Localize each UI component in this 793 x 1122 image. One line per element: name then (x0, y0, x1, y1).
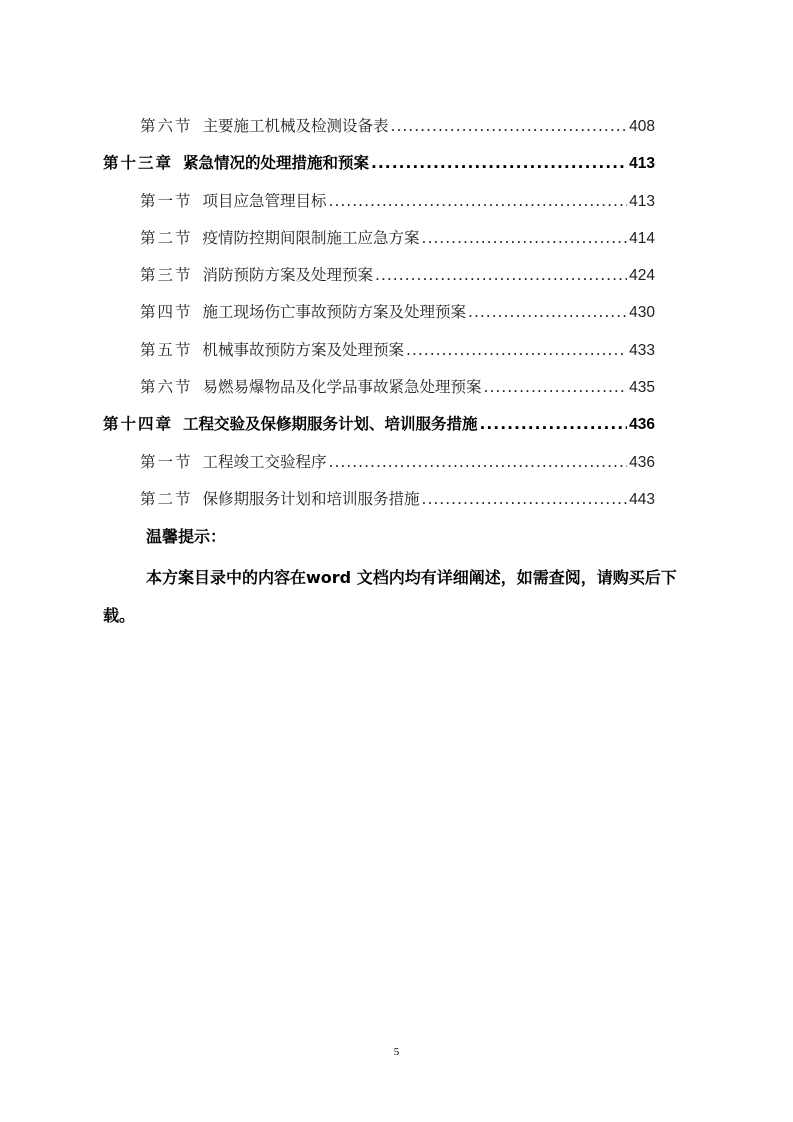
toc-chapter-entry[interactable] (103, 406, 655, 443)
toc-entry-page: 443 (629, 490, 655, 508)
toc-entry-title: 工程交验及保修期服务计划、培训服务措施 (183, 415, 478, 434)
toc-entry-title: 机械事故预防方案及处理预案 (202, 340, 405, 359)
toc-leader-dots (422, 220, 628, 257)
toc-entry-number: 第一节 (140, 452, 193, 471)
tip-body: 本方案目录中的内容在word 文档内均有详细阐述，如需查阅，请购买后下载。 (103, 568, 677, 625)
toc-section-entry[interactable] (103, 294, 655, 331)
toc-entry-page: 408 (629, 118, 655, 135)
toc-entry-title: 工程竣工交验程序 (202, 452, 327, 471)
toc-entry-page: 430 (629, 304, 655, 322)
toc-entry-number: 第五节 (140, 340, 193, 359)
toc-entry-title: 主要施工机械及检测设备表 (202, 117, 389, 135)
tip-title: 温馨提示： (146, 527, 227, 546)
toc-entry-number: 第六节 (140, 378, 193, 397)
toc-leader-dots (468, 294, 627, 331)
toc-section-entry[interactable] (103, 444, 655, 481)
toc-entry-page: 435 (629, 379, 655, 397)
toc-chapter-entry[interactable] (103, 145, 655, 182)
toc-entry-page: 436 (629, 453, 655, 471)
toc-entry-number: 第一节 (140, 191, 193, 210)
toc-entry-page: 413 (629, 192, 655, 210)
table-of-contents (103, 108, 655, 518)
toc-section-entry[interactable] (103, 481, 655, 518)
toc-entry-page: 424 (629, 267, 655, 285)
toc-leader-dots (329, 444, 628, 481)
toc-entry-number: 第二节 (140, 489, 193, 508)
toc-entry-title: 易燃易爆物品及化学品事故紧急处理预案 (202, 378, 482, 397)
toc-section-entry[interactable] (103, 369, 655, 406)
toc-section-entry[interactable] (103, 257, 655, 294)
toc-entry-number: 第三节 (140, 266, 193, 285)
toc-entry-title: 施工现场伤亡事故预防方案及处理预案 (202, 303, 467, 322)
toc-entry-number: 第四节 (140, 303, 193, 322)
toc-section-entry[interactable] (103, 183, 655, 220)
toc-entry-number: 第十三章 (103, 154, 174, 173)
toc-leader-dots (406, 332, 627, 369)
toc-entry-page: 433 (629, 341, 655, 359)
toc-section-entry[interactable] (103, 108, 655, 145)
toc-leader-dots (329, 183, 628, 220)
toc-entry-number: 第十四章 (103, 415, 174, 434)
toc-entry-number: 第六节 (140, 117, 193, 135)
toc-entry-page: 413 (629, 155, 655, 173)
toc-entry-title: 消防预防方案及处理预案 (202, 266, 374, 285)
page-number: 5 (393, 1046, 400, 1058)
toc-leader-dots (391, 108, 628, 145)
toc-entry-title: 疫情防控期间限制施工应急方案 (202, 228, 420, 247)
toc-leader-dots (422, 481, 628, 518)
toc-entry-page: 414 (629, 229, 655, 247)
toc-entry-title: 保修期服务计划和培训服务措施 (202, 489, 420, 508)
toc-leader-dots (371, 145, 627, 182)
toc-leader-dots (375, 257, 627, 294)
toc-section-entry[interactable] (103, 332, 655, 369)
toc-entry-title: 紧急情况的处理措施和预案 (183, 154, 370, 173)
toc-entry-number: 第二节 (140, 228, 193, 247)
toc-entry-title: 项目应急管理目标 (202, 191, 327, 210)
toc-section-entry[interactable] (103, 220, 655, 257)
toc-leader-dots (484, 369, 628, 406)
toc-leader-dots (480, 406, 628, 443)
toc-entry-page: 436 (629, 416, 655, 434)
